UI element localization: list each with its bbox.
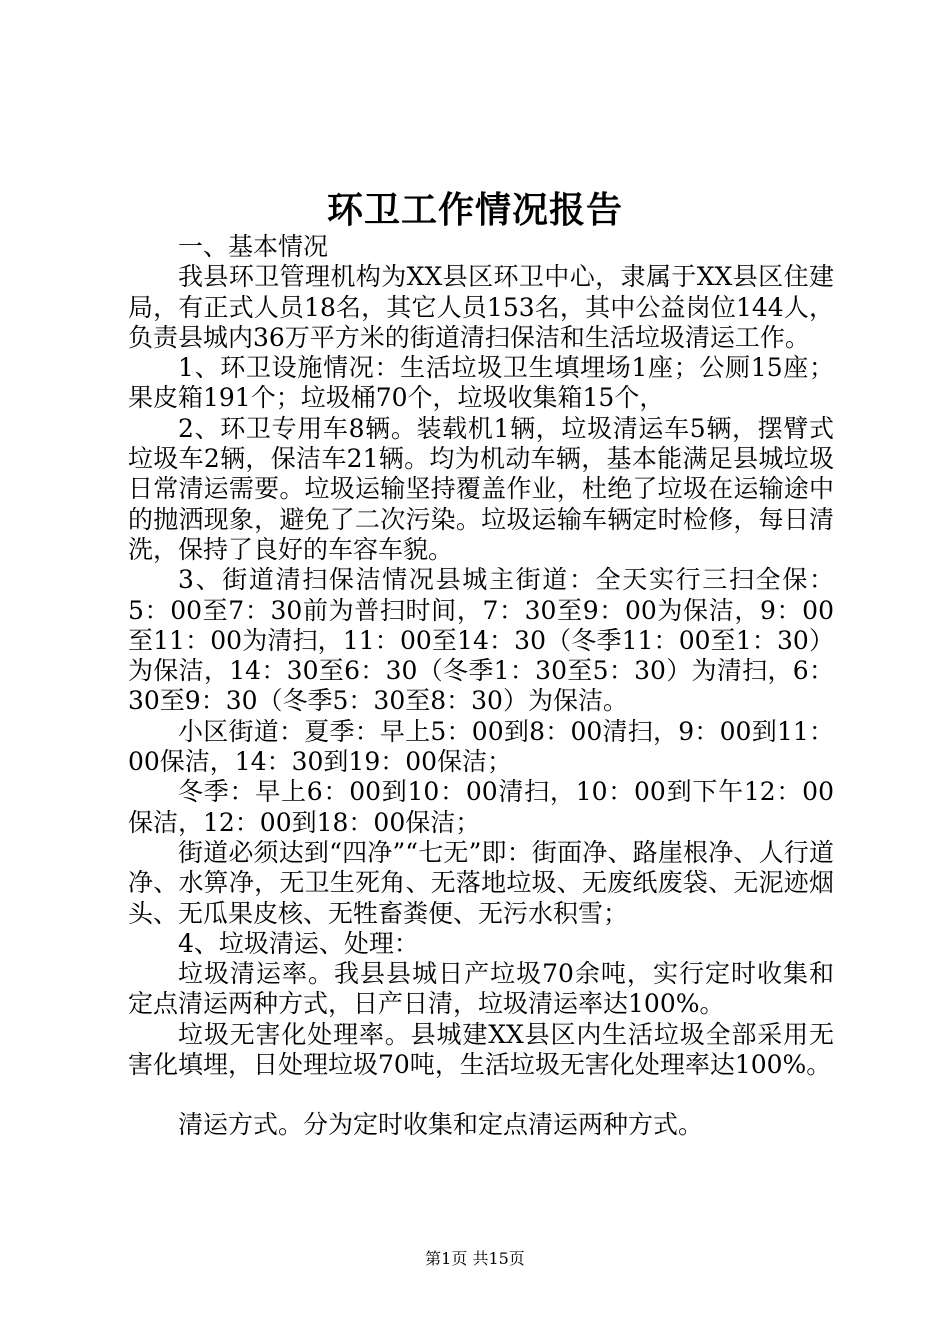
document-body [128, 232, 834, 1141]
section-heading-basic-info: 一、基本情况 [178, 232, 329, 261]
paragraph-organization: 我县环卫管理机构为XX县区环卫中心，隶属于XX县区住建局，有正式人员18名，其它人员153名，其中公益岗位144人，负责县城内36万平方米的街道清扫保洁和生活垃圾清运工作。 [128, 262, 834, 352]
paragraph-collection-rate: 垃圾清运率。我县县城日产垃圾70余吨，实行定时收集和定点清运两种方式，日产日清，垃圾清运率达100%。 [128, 959, 834, 1019]
paragraph-harmless-rate: 垃圾无害化处理率。县城建XX县区内生活垃圾全部采用无害化填埋，日处理垃圾70吨，生活垃圾无害化处理率达100%。 [128, 1019, 834, 1080]
paragraph-street-cleaning: 3、街道清扫保洁情况县城主街道：全天实行三扫全保：5：00至7：30前为普扫时间，7：30至9：00为保洁，9：00至11：00为清扫，11：00至14：30（冬季11：00至1：30）为保洁，14：30至6：30（冬季1：30至5：30）为清扫，6：30至9：30（冬季5：30至8：30）为保洁。 [128, 565, 834, 716]
paragraph-residential-summer: 小区街道：夏季：早上5：00到8：00清扫，9：00到11：00保洁，14：30到19：00保洁； [128, 716, 834, 777]
section-heading-waste-handling: 4、垃圾清运、处理： [178, 928, 419, 958]
paragraph-collection-method: 清运方式。分为定时收集和定点清运两种方式。 [178, 1110, 704, 1140]
document-title: 环卫工作情况报告 [326, 189, 623, 231]
paragraph-facilities: 1、环卫设施情况：生活垃圾卫生填埋场1座；公厕15座；果皮箱191个；垃圾桶70个，垃圾收集箱15个， [128, 353, 834, 413]
paragraph-vehicles: 2、环卫专用车8辆。装载机1辆，垃圾清运车5辆，摆臂式垃圾车2辆，保洁车21辆。均为机动车辆，基本能满足县城垃圾日常清运需要。垃圾运输坚持覆盖作业，杜绝了垃圾在运输途中的抛洒现象，避免了二次污染。垃圾运输车辆定时检修，每日清洗，保持了良好的车容车貌。 [128, 413, 834, 564]
paragraph-street-standards: 街道必须达到“四净”“七无”即：街面净、路崖根净、人行道净、水箅净，无卫生死角、无落地垃圾、无废纸废袋、无泥迹烟头、无瓜果皮核、无牲畜粪便、无污水积雪； [128, 837, 834, 928]
paragraph-residential-winter: 冬季：早上6：00到10：00清扫，10：00到下午12：00保洁，12：00到18：00保洁； [128, 777, 834, 837]
page-indicator: 第1页 共15页 [425, 1249, 525, 1268]
